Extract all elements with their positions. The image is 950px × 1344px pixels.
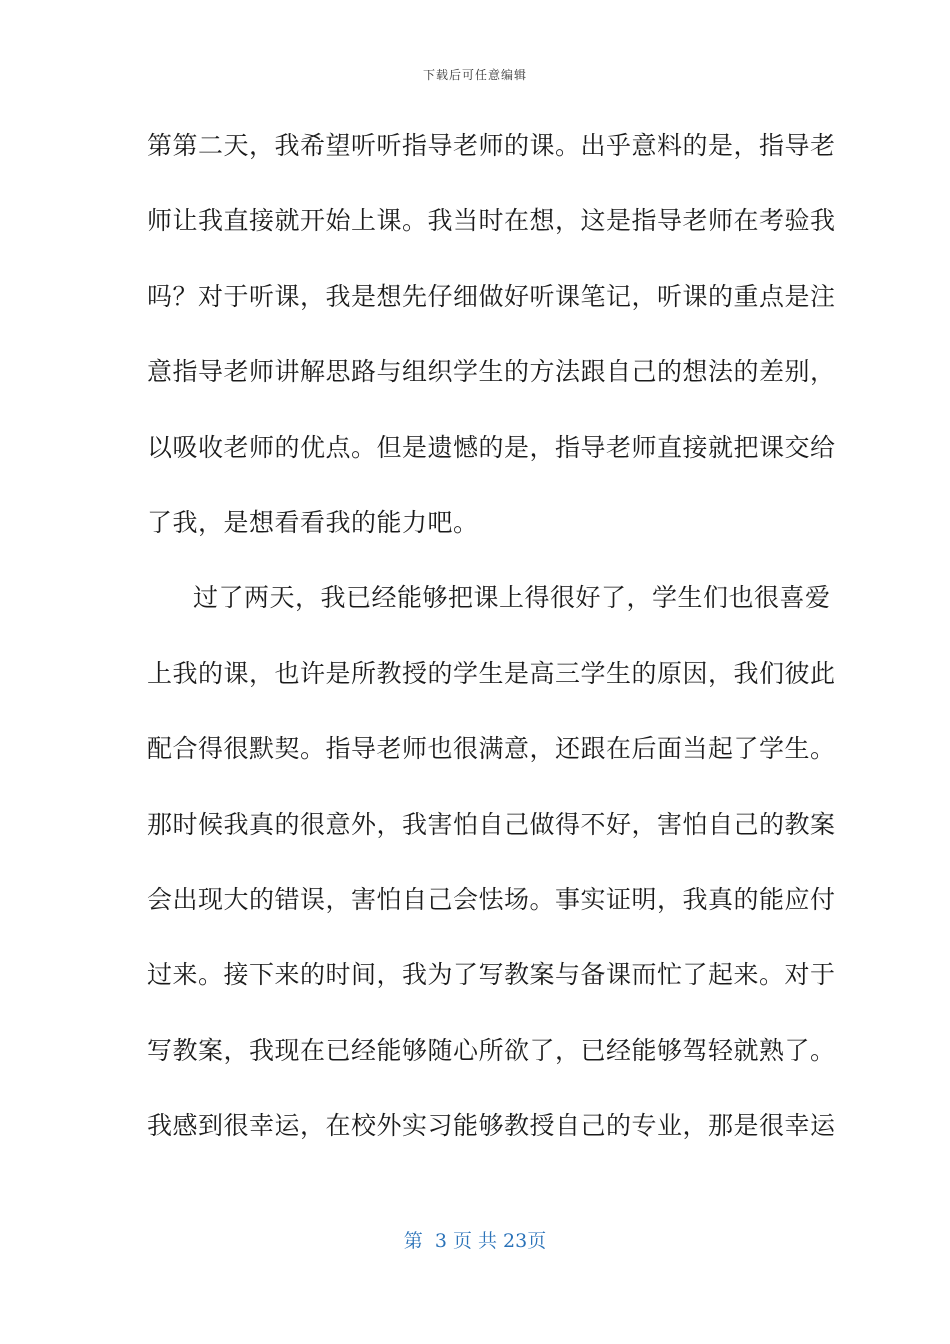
text-line: 写教案，我现在已经能够随心所欲了，已经能够驾轻就熟了。 (147, 1035, 836, 1065)
text-line: 过来。接下来的时间，我为了写教案与备课而忙了起来。对于 (147, 960, 836, 990)
text-line: 吗？对于听课，我是想先仔细做好听课笔记，听课的重点是注 (147, 281, 836, 311)
text-line: 我感到很幸运，在校外实习能够教授自己的专业，那是很幸运 (147, 1111, 836, 1141)
page-header: 下载后可任意编辑 (422, 68, 527, 82)
text-line: 了我，是想看看我的能力吧。 (147, 507, 479, 537)
text-line: 上我的课，也许是所教授的学生是高三学生的原因，我们彼此 (147, 658, 836, 688)
page-number-footer: 第 3 页 共 23页 (403, 1230, 547, 1252)
text-line: 会出现大的错误，害怕自己会怯场。事实证明，我真的能应付 (147, 884, 836, 914)
text-line: 那时候我真的很意外，我害怕自己做得不好，害怕自己的教案 (147, 809, 836, 839)
text-line: 意指导老师讲解思路与组织学生的方法跟自己的想法的差别， (147, 357, 836, 387)
paragraph-start-line: 过了两天，我已经能够把课上得很好了，学生们也很喜爱 (193, 583, 831, 613)
text-line: 第第二天，我希望听听指导老师的课。出乎意料的是，指导老 (147, 131, 836, 160)
text-line: 以吸收老师的优点。但是遗憾的是，指导老师直接就把课交给 (147, 432, 836, 462)
document-body (147, 128, 836, 1183)
text-line: 配合得很默契。指导老师也很满意，还跟在后面当起了学生。 (147, 734, 836, 764)
text-line: 师让我直接就开始上课。我当时在想，这是指导老师在考验我 (147, 206, 836, 236)
